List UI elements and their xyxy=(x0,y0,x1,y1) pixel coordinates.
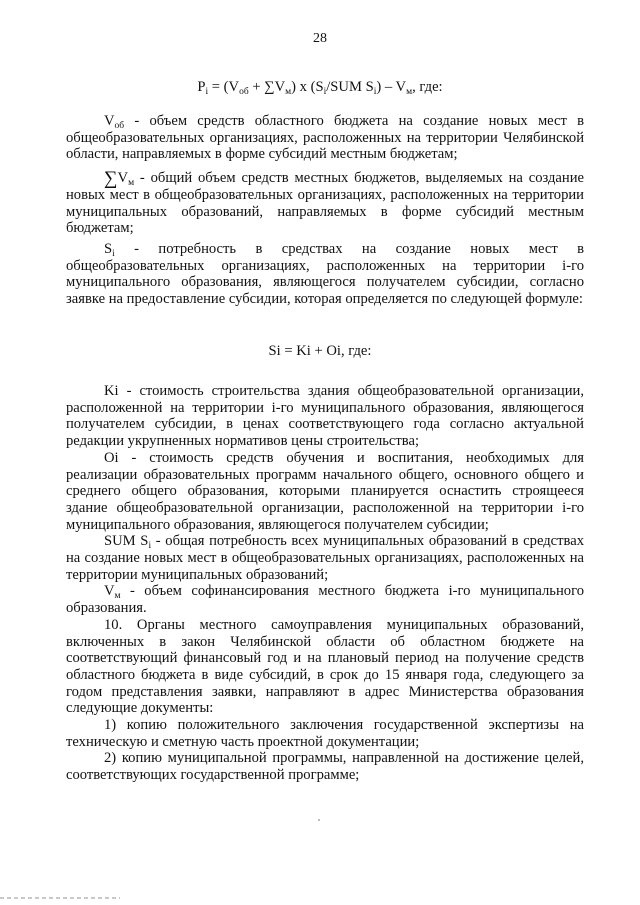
symbol-subscript: об xyxy=(114,121,125,131)
scan-edge-artifact xyxy=(0,897,120,899)
formula-subscript: i xyxy=(373,87,377,97)
formula-subscript: об xyxy=(239,87,249,97)
formula-text: = (V xyxy=(208,79,240,95)
definition-text: - объем средств областного бюджета на создание новых мест в общеобразовательных организациях, расположенных на территории Челябинской области, направляемых в форме субсидий местным бюджетам; xyxy=(66,113,584,163)
symbol-subscript: i xyxy=(148,541,152,552)
definition-vm xyxy=(66,583,584,616)
definition-oi: Oi - стоимость средств обучения и воспитания, необходимых для реализации образовательных программ начального общего, основного общего и среднего общего образования, которыми планируется оснастить строящееся здание общеобразовательной организации, расположенной на территории i-го муниципального образования, являющегося получателем субсидии; xyxy=(66,449,584,533)
definitions-block-1 xyxy=(66,113,584,308)
formula-subscript: м xyxy=(285,87,292,97)
definition-sum-si xyxy=(66,533,584,583)
page-number: 28 xyxy=(313,31,327,46)
symbol-subscript: м xyxy=(114,591,121,602)
scan-speck xyxy=(318,819,320,821)
sum-sign: ∑ xyxy=(264,79,275,95)
symbol: SUM S xyxy=(104,533,149,550)
symbol: V xyxy=(104,113,115,129)
formula-text: P xyxy=(197,79,206,95)
symbol: V xyxy=(117,170,129,187)
formula-si: Si = Ki + Oi, где: xyxy=(268,343,372,359)
list-item-1: 1) копию положительного заключения государственной экспертизы на техническую и сметную часть проектной документации; xyxy=(66,717,584,750)
sum-sign: ∑ xyxy=(104,168,118,190)
paragraph-10: 10. Органы местного самоуправления муниципальных образований, включенных в закон Челябинской области об областном бюджете на соответствующий финансовый год и на плановый период на получение средств областного бюджета в виде субсидий, в срок до 15 января года, следующего за годом представления заявки, направляют в адрес Министерства образования следующие документы: xyxy=(66,616,584,717)
formula-text: ) x (S xyxy=(291,79,324,95)
symbol: V xyxy=(104,583,115,600)
symbol: S xyxy=(104,240,113,257)
formula-text: ) – V xyxy=(376,79,407,95)
formula-text: /SUM S xyxy=(326,79,374,95)
definition-sum-vm xyxy=(66,170,584,237)
formula-pi xyxy=(0,79,640,96)
symbol-subscript: м xyxy=(128,178,135,189)
formula-subscript: i xyxy=(323,87,327,97)
formula-subscript: м xyxy=(406,87,413,97)
definition-vob xyxy=(66,113,584,163)
formula-text: + xyxy=(248,79,265,95)
formula-text: , где: xyxy=(412,79,443,95)
definition-text: - общая потребность всех муниципальных образований в средствах на создание новых мест в общеобразовательных организациях, расположенных на территории муниципальных образований; xyxy=(66,533,584,583)
definition-text: - общий объем средств местных бюджетов, выделяемых на создание новых мест в общеобразовательных организациях, расположенных на территории муниципальных образований, направляемых в форме субсидий местным бюджетам; xyxy=(66,170,584,237)
definition-text: - объем софинансирования местного бюджета i-го муниципального образования. xyxy=(66,583,584,617)
definitions-block-2 xyxy=(66,383,584,784)
list-item-2: 2) копию муниципальной программы, направленной на достижение целей, соответствующих государственной программе; xyxy=(66,750,584,784)
formula-subscript: i xyxy=(205,87,209,97)
symbol-subscript: i xyxy=(112,248,115,259)
definition-si xyxy=(66,241,584,308)
definition-text: - потребность в средствах на создание новых мест в общеобразовательных организациях, расположенных на территории i-го муниципального образования, являющегося получателем субсидии, согласно заявке на предоставление субсидии, которая определяется по следующей формуле: xyxy=(66,240,584,308)
definition-ki: Ki - стоимость строительства здания общеобразовательной организации, расположенной на территории i-го муниципального образования, являющегося получателем субсидии, в ценах соответствующего года согласно актуальной редакции укрупненных нормативов цены строительства; xyxy=(66,383,584,450)
formula-text: V xyxy=(274,79,286,95)
